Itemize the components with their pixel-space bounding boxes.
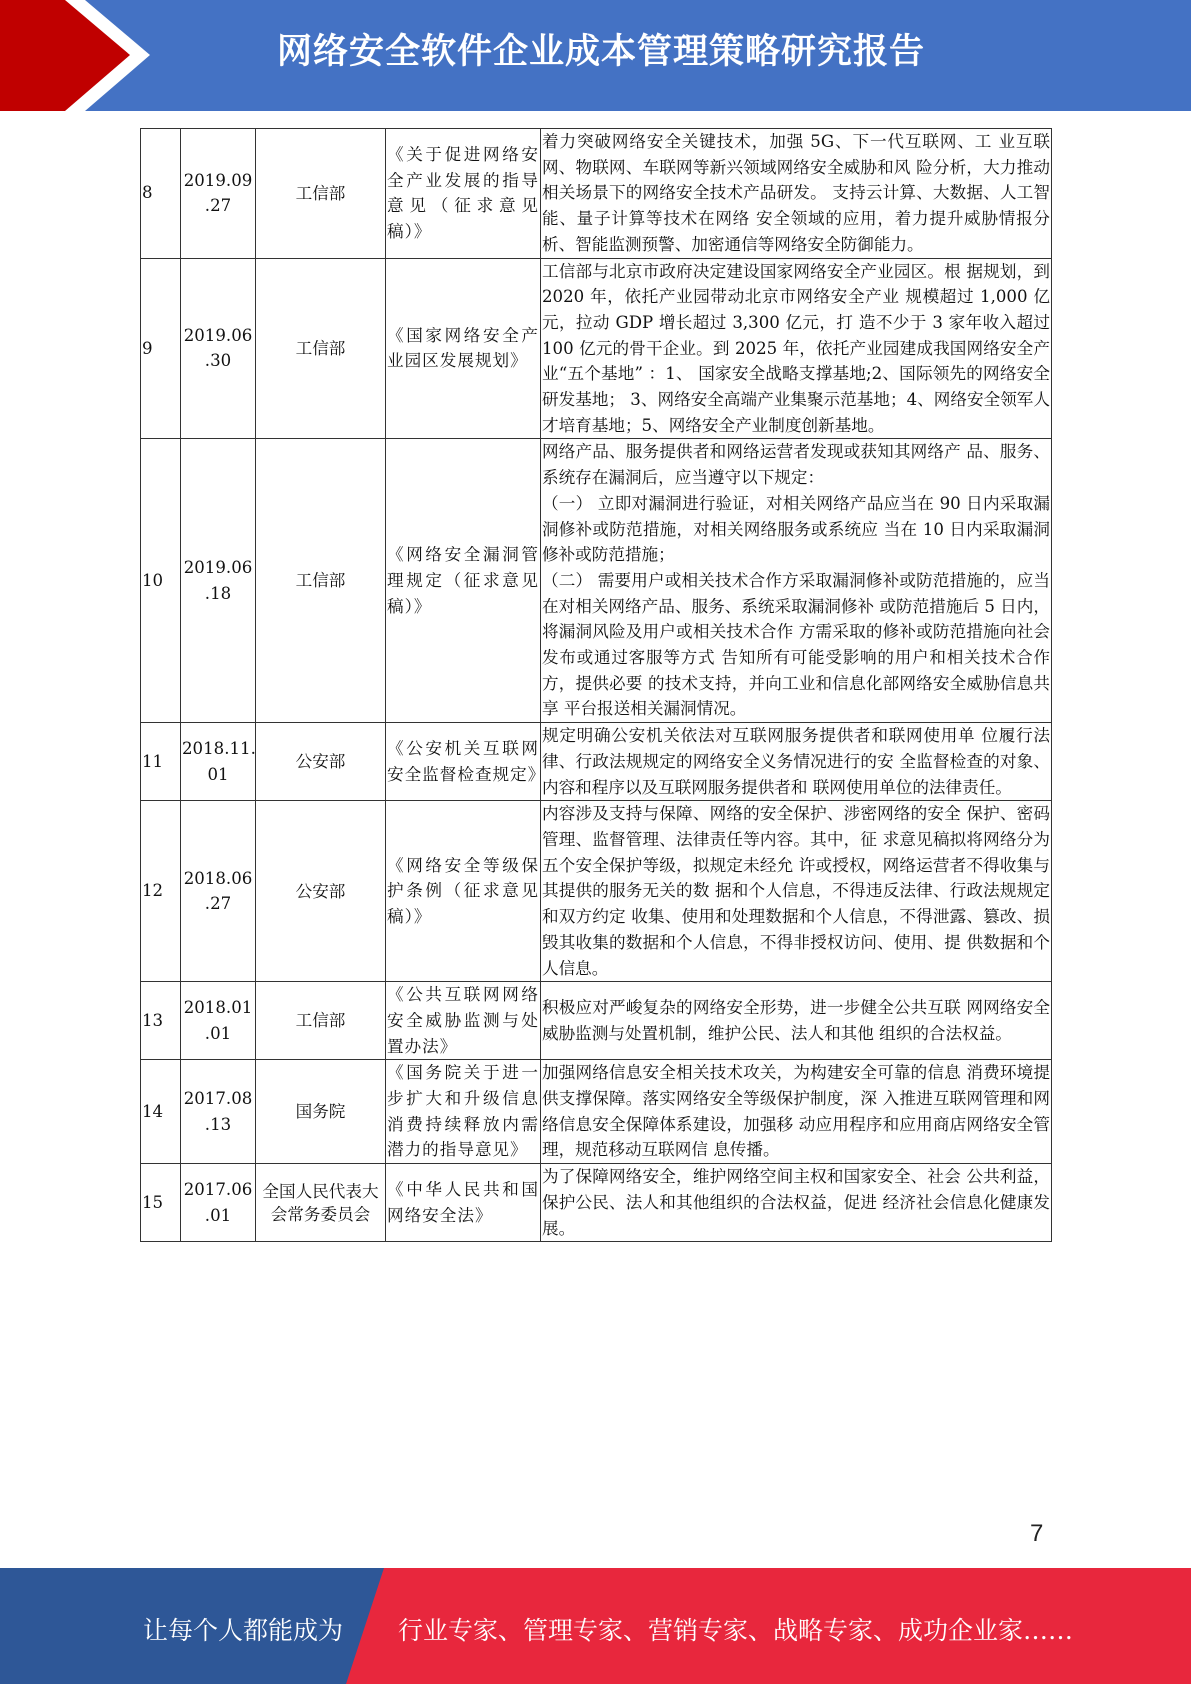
row-description [541, 129, 1052, 259]
footer-slogan-right: 行业专家、管理专家、营销专家、战略专家、成功企业家…… [398, 1616, 1074, 1645]
row-date-line: 2017.06 [183, 1179, 253, 1199]
row-department: 工信部 [256, 258, 386, 439]
row-number: 10 [141, 439, 181, 723]
row-date [181, 801, 256, 982]
row-date-line: .01 [204, 1205, 232, 1225]
row-date-line: 2018.11. [182, 739, 256, 759]
row-department: 工信部 [256, 439, 386, 723]
row-number: 9 [141, 258, 181, 439]
row-date-line: .18 [204, 583, 232, 603]
row-date [181, 982, 256, 1060]
row-date-line: 2019.06 [183, 558, 253, 578]
row-description-paragraph: 积极应对严峻复杂的网络安全形势，进一步健全公共互联 网网络安全威胁监测与处置机制，维护公民、法人和其他 组织的合法权益。 [542, 998, 1050, 1043]
row-department: 公安部 [256, 801, 386, 982]
row-date-line: 2017.08 [183, 1089, 253, 1109]
row-description-paragraph: （二） 需要用户或相关技术合作方采取漏洞修补或防范措施的，应当在对相关网络产品、服务、系统采取漏洞修补 或防范措施后 5 日内，将漏洞风险及用户或相关技术合作 方需采取的修补或防范措施向社会发布或通过客服等方式 告知所有可能受影响的用户和相关技术合作方，提供必要 的技术支持，并向工业和信息化部网络安全威胁信息共享 平台报送相关漏洞情况。 [542, 570, 1050, 719]
row-date-line: .27 [204, 894, 232, 914]
table-row [141, 982, 1052, 1060]
footer-slogan-left: 让每个人都能成为 [143, 1616, 344, 1645]
row-policy-name: 《网络安全等级保护条例（征求意见稿）》 [386, 801, 541, 982]
row-number: 12 [141, 801, 181, 982]
row-number: 13 [141, 982, 181, 1060]
row-policy-name: 《国家网络安全产业园区发展规划》 [386, 258, 541, 439]
row-department: 工信部 [256, 129, 386, 259]
row-date [181, 1164, 256, 1242]
row-number: 14 [141, 1060, 181, 1164]
row-description-paragraph: 为了保障网络安全，维护网络空间主权和国家安全、社会 公共利益，保护公民、法人和其他组织的合法权益，促进 经济社会信息化健康发展。 [542, 1167, 1050, 1238]
row-description-paragraph: （一） 立即对漏洞进行验证，对相关网络产品应当在 90 日内采取漏洞修补或防范措施，对相关网络服务或系统应 当在 10 日内采取漏洞修补或防范措施； [542, 493, 1050, 565]
row-date [181, 258, 256, 439]
row-description-paragraph: 内容涉及支持与保障、网络的安全保护、涉密网络的安全 保护、密码管理、监督管理、法律责任等内容。其中，征 求意见稿拟将网络分为五个安全保护等级，拟规定未经允 许或授权，网络运营者不得收集与其提供的服务无关的数 据和个人信息，不得违反法律、行政法规规定和双方约定 收集、使用和处理数据和个人信息，不得泄露、篡改、损 毁其收集的数据和个人信息，不得非授权访问、使用、提 供数据和个人信息。 [542, 804, 1050, 978]
row-department: 工信部 [256, 982, 386, 1060]
row-description [541, 801, 1052, 982]
row-description-paragraph: 加强网络信息安全相关技术攻关，为构建安全可靠的信息 消费环境提供支撑保障。落实网络安全等级保护制度，深 入推进互联网管理和网络信息安全保障体系建设，加强移 动应用程序和应用商店网络安全管理，规范移动互联网信 息传播。 [542, 1063, 1050, 1160]
row-date [181, 129, 256, 259]
row-description [541, 1060, 1052, 1164]
row-date-line: 2019.09 [183, 170, 253, 190]
page-number: 7 [1030, 1520, 1044, 1547]
row-policy-name: 《公共互联网网络安全威胁监测与处置办法》 [386, 982, 541, 1060]
row-description [541, 723, 1052, 801]
row-policy-name: 《关于促进网络安全产业发展的指导意见（征求意见稿）》 [386, 129, 541, 259]
row-date [181, 439, 256, 723]
policy-table-container [140, 128, 1051, 1242]
row-number: 8 [141, 129, 181, 259]
row-date-line: .01 [204, 1023, 232, 1043]
row-department: 公安部 [256, 723, 386, 801]
row-description-paragraph: 工信部与北京市政府决定建设国家网络安全产业园区。根 据规划，到 2020 年，依托产业园带动北京市网络安全产业 规模超过 1,000 亿元，拉动 GDP 增长超过 3,300 亿元，打 造不少于 3 家年收入超过 100 亿元的骨干企业。到 2025 年，依托产业园建成我国网络安全产业“五个基地” ：1、 国家安全战略支撑基地;2、国际领先的网络安全研发基地； 3、网络安全高端产业集聚示范基地；4、网络安全领军人 才培育基地；5、网络安全产业制度创新基地。 [542, 261, 1050, 435]
row-date-line: .13 [204, 1114, 232, 1134]
row-description [541, 439, 1052, 723]
policy-table-body [141, 129, 1052, 1242]
row-date-line: 2018.01 [183, 998, 253, 1018]
page-header [0, 0, 1191, 111]
table-row [141, 129, 1052, 259]
row-date-line: 01 [207, 764, 229, 784]
row-description [541, 258, 1052, 439]
page-footer [0, 1568, 1191, 1684]
table-row [141, 1164, 1052, 1242]
header-red-chevron [0, 0, 150, 111]
row-policy-name: 《网络安全漏洞管理规定（征求意见稿）》 [386, 439, 541, 723]
row-description-paragraph: 网络产品、服务提供者和网络运营者发现或获知其网络产 品、服务、系统存在漏洞后，应当遵守以下规定： [542, 442, 1050, 488]
row-policy-name: 《公安机关互联网安全监督检查规定》 [386, 723, 541, 801]
row-date [181, 723, 256, 801]
row-date-line: 2018.06 [183, 868, 253, 888]
row-description [541, 982, 1052, 1060]
policy-table [140, 128, 1052, 1242]
row-number: 15 [141, 1164, 181, 1242]
table-row [141, 801, 1052, 982]
table-row [141, 723, 1052, 801]
row-number: 11 [141, 723, 181, 801]
row-description [541, 1164, 1052, 1242]
row-department: 国务院 [256, 1060, 386, 1164]
row-date [181, 1060, 256, 1164]
table-row [141, 439, 1052, 723]
row-description-paragraph: 着力突破网络安全关键技术，加强 5G、下一代互联网、工 业互联网、物联网、车联网等新兴领域网络安全威胁和风 险分析，大力推动相关场景下的网络安全技术产品研发。 支持云计算、大数据、人工智能、量子计算等技术在网络 安全领域的应用，着力提升威胁情报分析、智能监测预警、加密通信等网络安全防御能力。 [542, 132, 1050, 254]
row-description-paragraph: 规定明确公安机关依法对互联网服务提供者和联网使用单 位履行法律、行政法规规定的网络安全义务情况进行的安 全监督检查的对象、内容和程序以及互联网服务提供者和 联网使用单位的法律责任。 [542, 726, 1050, 797]
row-policy-name: 《中华人民共和国网络安全法》 [386, 1164, 541, 1242]
row-date-line: .27 [204, 196, 232, 216]
row-date-line: 2019.06 [183, 325, 253, 345]
row-department: 全国人民代表大会常务委员会 [256, 1164, 386, 1242]
page-title: 网络安全软件企业成本管理策略研究报告 [277, 32, 926, 72]
row-policy-name: 《国务院关于进一步扩大和升级信息消费持续释放内需潜力的指导意见》 [386, 1060, 541, 1164]
row-date-line: .30 [204, 351, 232, 371]
table-row [141, 1060, 1052, 1164]
table-row [141, 258, 1052, 439]
